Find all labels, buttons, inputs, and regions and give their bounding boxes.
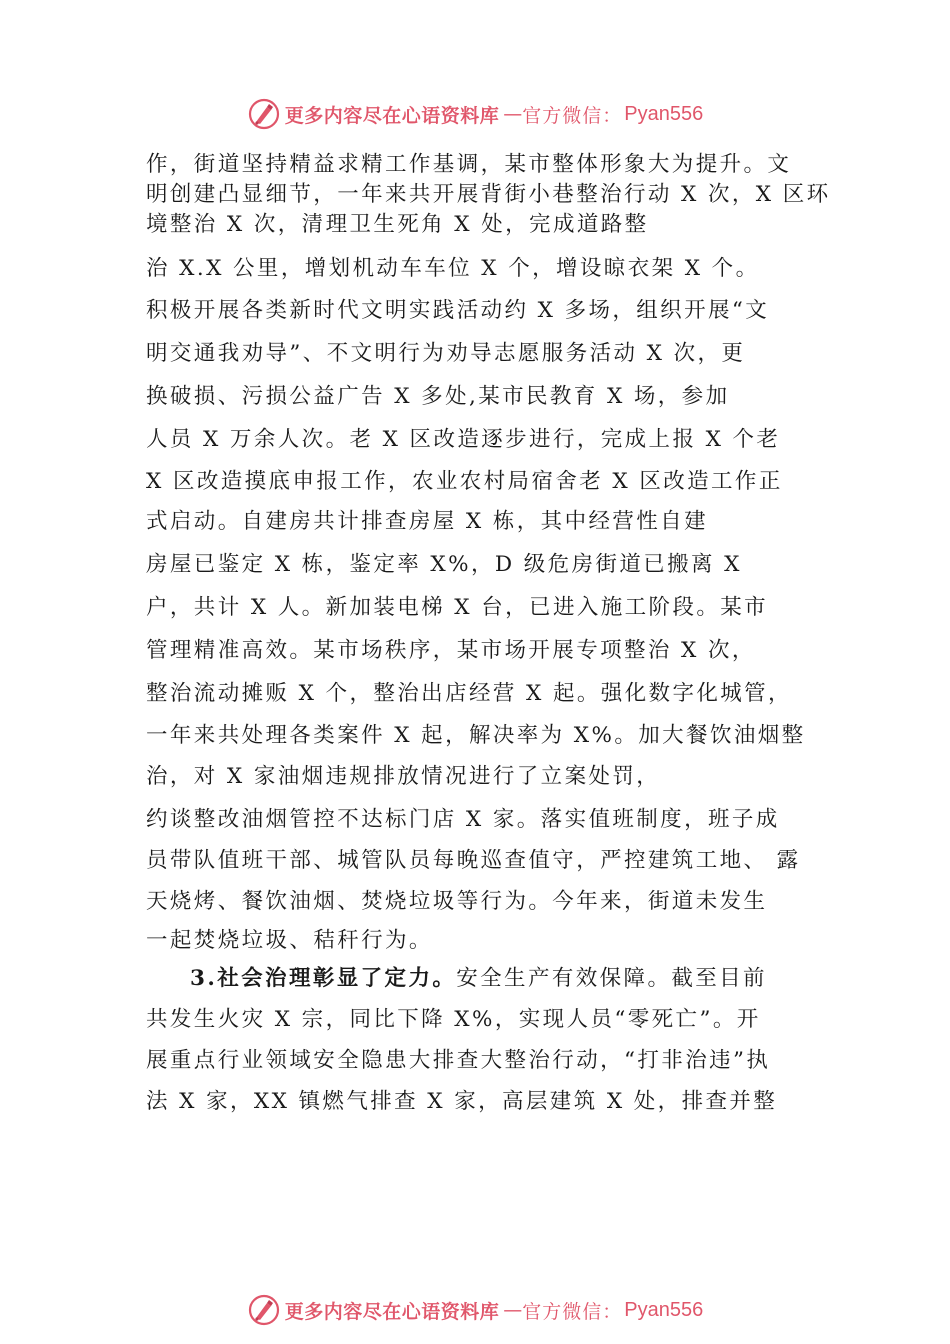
- text-line: 作，街道坚持精益求精工作基调，某市整体形象大为提升。文: [146, 152, 792, 177]
- text-line: 人员 X 万余人次。老 X 区改造逐步进行，完成上报 X 个老: [146, 427, 781, 452]
- watermark-wechat-id: Pyan556: [624, 1298, 704, 1321]
- text-line: 房屋已鉴定 X 栋，鉴定率 X%，D 级危房街道已搬离 X: [146, 552, 742, 577]
- pen-circle-icon: [247, 97, 281, 131]
- text-line: 明交通我劝导”、不文明行为劝导志愿服务活动 X 次，更: [146, 341, 746, 366]
- watermark-separator: —: [503, 1299, 523, 1321]
- text-line: 治，对 X 家油烟违规排放情况进行了立案处罚，: [146, 764, 661, 789]
- watermark-banner-bottom: [0, 1290, 950, 1330]
- text-line: 治 X.X 公里，增划机动车车位 X 个，增设晾衣架 X 个。: [146, 256, 760, 281]
- text-line: 式启动。自建房共计排查房屋 X 栋，其中经营性自建: [146, 509, 708, 534]
- text-line: 管理精准高效。某市场秩序，某市场开展专项整治 X 次，: [146, 638, 756, 663]
- text-line: 员带队值班干部、城管队员每晚巡查值守，严控建筑工地、 露: [146, 848, 801, 873]
- text-line: 明创建凸显细节，一年来共开展背街小巷整治行动 X 次，X 区环: [146, 182, 831, 207]
- text-line: 境整治 X 次，清理卫生死角 X 处，完成道路整: [146, 212, 649, 237]
- text-line: 共发生火灾 X 宗，同比下降 X%，实现人员“零死亡”。开: [146, 1007, 761, 1032]
- pen-circle-icon: [247, 1293, 281, 1327]
- watermark-library-text: 更多内容尽在心语资料库: [284, 1300, 500, 1323]
- watermark-wechat-id: Pyan556: [624, 102, 704, 125]
- section-first-line: [190, 965, 767, 993]
- watermark-separator: —: [503, 103, 523, 125]
- watermark-wechat-label: 官方微信：: [522, 104, 623, 127]
- text-line: 换破损、污损公益广告 X 多处,某市民教育 X 场，参加: [146, 384, 730, 409]
- text-line: 户，共计 X 人。新加装电梯 X 台，已进入施工阶段。某市: [146, 595, 769, 620]
- text-line: 整治流动摊贩 X 个，整治出店经营 X 起。强化数字化城管，: [146, 681, 792, 706]
- text-line: 一年来共处理各类案件 X 起，解决率为 X%。加大餐饮油烟整: [146, 723, 806, 748]
- text-line: 展重点行业领域安全隐患大排查大整治行动，“打非治违”执: [146, 1048, 771, 1073]
- watermark-wechat-label: 官方微信：: [522, 1300, 623, 1323]
- section-heading: 3.社会治理彰显了定力。: [190, 966, 457, 991]
- watermark-banner-top: [0, 94, 950, 134]
- text-line: X 区改造摸底申报工作，农业农村局宿舍老 X 区改造工作正: [146, 469, 783, 494]
- section-first-line-text: 安全生产有效保障。截至目前: [456, 966, 767, 991]
- text-line: 约谈整改油烟管控不达标门店 X 家。落实值班制度，班子成: [146, 807, 780, 832]
- text-line: 一起焚烧垃圾、秸秆行为。: [146, 928, 433, 953]
- watermark-library-text: 更多内容尽在心语资料库: [284, 104, 500, 127]
- text-line: 法 X 家，XX 镇燃气排查 X 家，高层建筑 X 处，排查并整: [146, 1089, 778, 1114]
- text-line: 天烧烤、餐饮油烟、焚烧垃圾等行为。今年来，街道未发生: [146, 889, 768, 914]
- text-line: 积极开展各类新时代文明实践活动约 X 多场，组织开展“文: [146, 298, 770, 323]
